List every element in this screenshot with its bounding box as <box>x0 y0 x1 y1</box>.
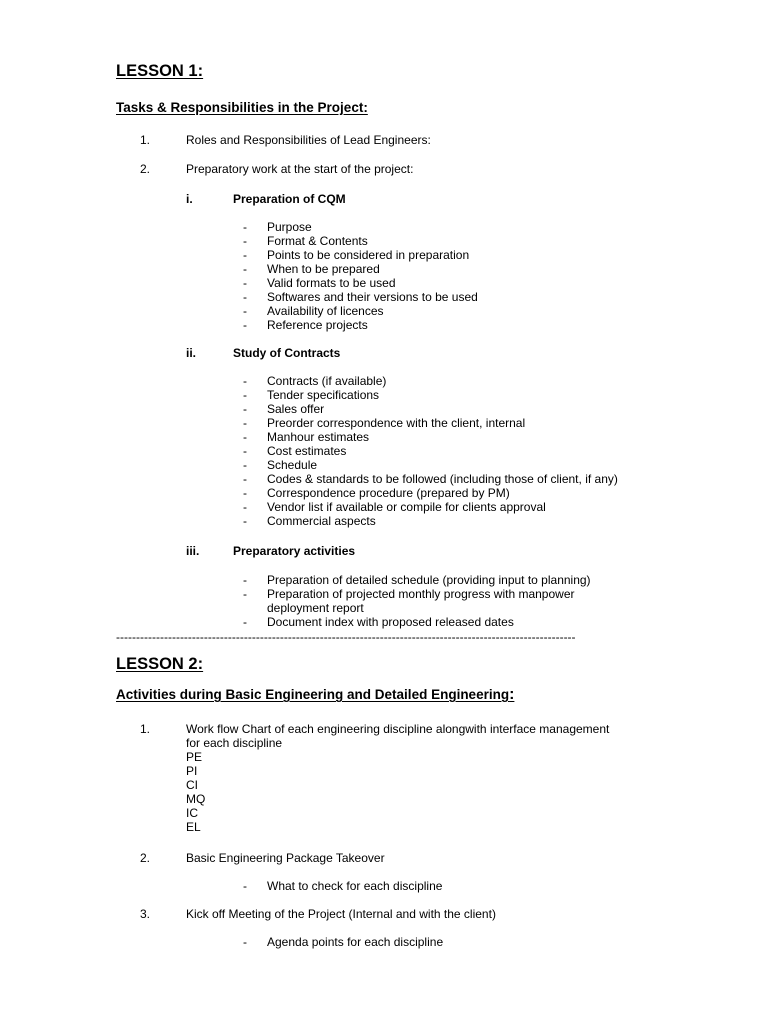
bullet-dash: - <box>243 430 247 444</box>
bullet-text: When to be prepared <box>267 262 380 276</box>
item-number: 3. <box>140 907 151 921</box>
bullet-dash: - <box>243 500 247 514</box>
bullet-text: Softwares and their versions to be used <box>267 290 478 304</box>
discipline-code: PE <box>186 750 203 764</box>
subsection-number: iii. <box>186 544 200 558</box>
lesson-1-title: LESSON 1: <box>116 62 204 80</box>
lesson-2-subtitle <box>116 686 514 704</box>
bullet-text: Agenda points for each discipline <box>267 935 444 949</box>
bullet-dash: - <box>243 402 247 416</box>
bullet-dash: - <box>243 276 247 290</box>
bullet-text: Points to be considered in preparation <box>267 248 470 262</box>
lesson-1-subtitle: Tasks & Responsibilities in the Project: <box>116 100 368 115</box>
bullet-text: Preparation of detailed schedule (providing input to planning) <box>267 573 591 587</box>
bullet-dash: - <box>243 262 247 276</box>
discipline-code: PI <box>186 764 198 778</box>
item-number: 1. <box>140 133 151 147</box>
lesson-2-title: LESSON 2: <box>116 655 204 673</box>
bullet-text: Purpose <box>267 220 312 234</box>
bullet-dash: - <box>243 290 247 304</box>
subsection-number: i. <box>186 192 193 206</box>
lesson-2-subtitle-colon: : <box>509 686 515 703</box>
item-text: Roles and Responsibilities of Lead Engineers: <box>186 133 431 147</box>
bullet-text: Vendor list if available or compile for clients approval <box>267 500 546 514</box>
discipline-code: IC <box>186 806 198 820</box>
subsection-title: Preparatory activities <box>233 544 356 558</box>
bullet-text: Availability of licences <box>267 304 384 318</box>
bullet-text: Preorder correspondence with the client, internal <box>267 416 526 430</box>
bullet-text: Reference projects <box>267 318 368 332</box>
bullet-text: Valid formats to be used <box>267 276 396 290</box>
bullet-text: Contracts (if available) <box>267 374 387 388</box>
bullet-dash: - <box>243 444 247 458</box>
item-text: Preparatory work at the start of the project: <box>186 162 414 176</box>
bullet-dash: - <box>243 374 247 388</box>
discipline-code: EL <box>186 820 201 834</box>
bullet-dash: - <box>243 416 247 430</box>
bullet-text: Schedule <box>267 458 318 472</box>
bullet-text: Preparation of projected monthly progress with manpower <box>267 587 575 601</box>
item-number: 2. <box>140 851 151 865</box>
bullet-dash: - <box>243 388 247 402</box>
bullet-dash: - <box>243 573 247 587</box>
bullet-dash: - <box>243 514 247 528</box>
bullet-text: Tender specifications <box>267 388 380 402</box>
bullet-dash: - <box>243 304 247 318</box>
bullet-text: Format & Contents <box>267 234 368 248</box>
item-text: Kick off Meeting of the Project (Internal and with the client) <box>186 907 496 921</box>
bullet-dash: - <box>243 234 247 248</box>
bullet-dash: - <box>243 615 247 629</box>
bullet-text: Manhour estimates <box>267 430 370 444</box>
bullet-dash: - <box>243 318 247 332</box>
bullet-dash: - <box>243 486 247 500</box>
subsection-number: ii. <box>186 346 197 360</box>
item-number: 2. <box>140 162 151 176</box>
discipline-code: MQ <box>186 792 206 806</box>
discipline-code: CI <box>186 778 198 792</box>
item-text: Work flow Chart of each engineering discipline alongwith interface management <box>186 722 610 736</box>
bullet-dash: - <box>243 472 247 486</box>
bullet-dash: - <box>243 935 247 949</box>
lesson-2-subtitle-text: Activities during Basic Engineering and Detailed Engineering <box>116 687 510 702</box>
item-text: for each discipline <box>186 736 283 750</box>
section-separator: ------------------------------------------------------------------------------------------------------------------- <box>116 630 576 644</box>
bullet-text: Codes & standards to be followed (including those of client, if any) <box>267 472 618 486</box>
bullet-text: Cost estimates <box>267 444 347 458</box>
bullet-text: Sales offer <box>267 402 325 416</box>
bullet-text: Document index with proposed released dates <box>267 615 514 629</box>
item-number: 1. <box>140 722 151 736</box>
bullet-dash: - <box>243 220 247 234</box>
subsection-title: Study of Contracts <box>233 346 341 360</box>
bullet-dash: - <box>243 879 247 893</box>
bullet-dash: - <box>243 587 247 601</box>
bullet-dash: - <box>243 458 247 472</box>
item-text: Basic Engineering Package Takeover <box>186 851 385 865</box>
bullet-dash: - <box>243 248 247 262</box>
bullet-text: Correspondence procedure (prepared by PM) <box>267 486 510 500</box>
subsection-title: Preparation of CQM <box>233 192 346 206</box>
bullet-text-continued: deployment report <box>267 601 364 615</box>
bullet-text: What to check for each discipline <box>267 879 443 893</box>
bullet-text: Commercial aspects <box>267 514 376 528</box>
